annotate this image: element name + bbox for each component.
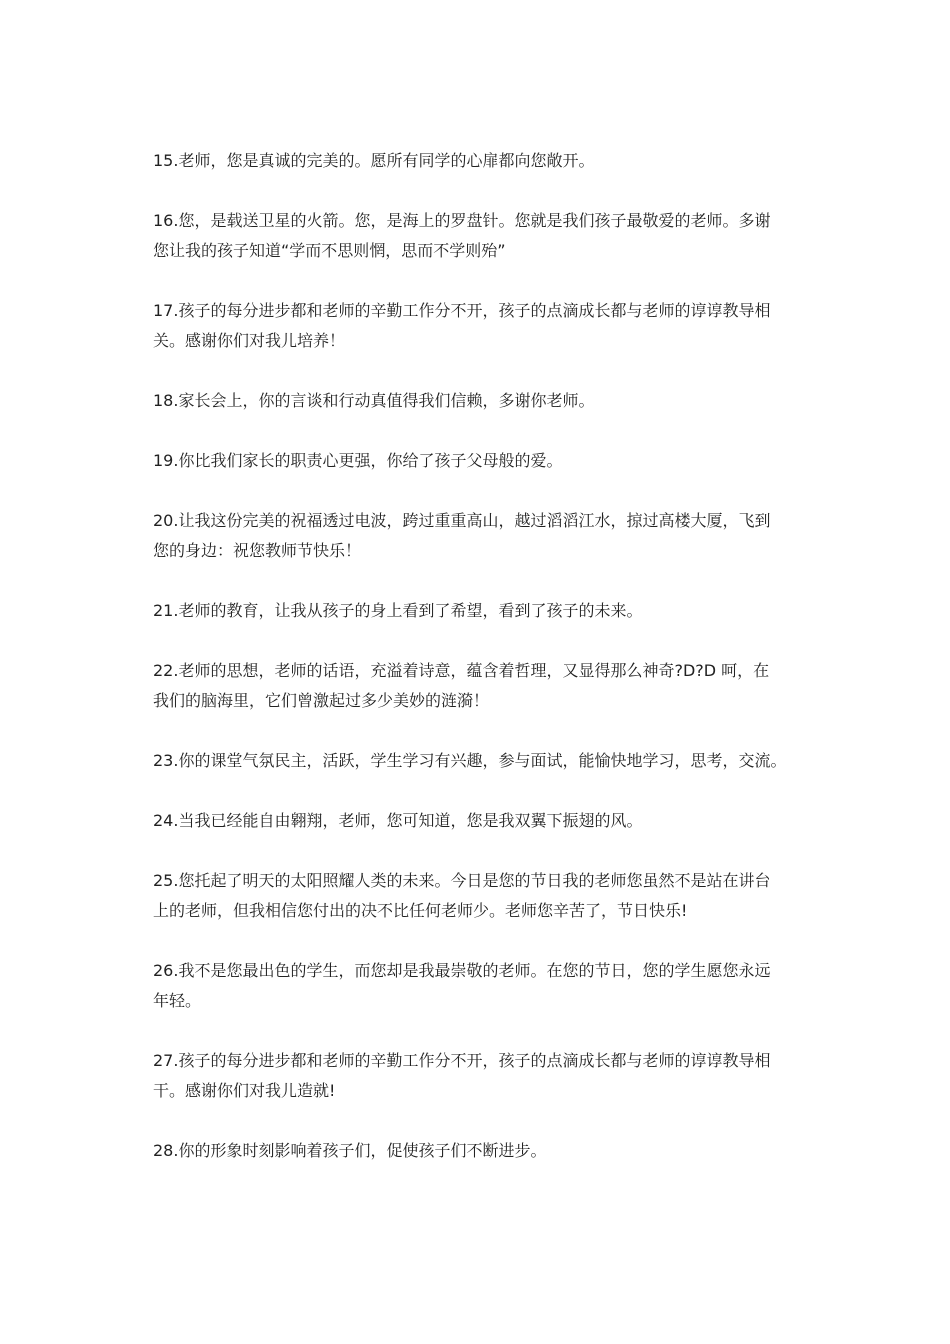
paragraph-20	[153, 506, 813, 566]
paragraph-line: 关。感谢你们对我儿培养！	[153, 331, 346, 350]
paragraph-line: 您让我的孩子知道“学而不思则惘，思而不学则殆”	[153, 241, 506, 260]
paragraph-21	[153, 596, 813, 626]
paragraph-17	[153, 296, 813, 356]
paragraph-23	[153, 746, 813, 776]
paragraph-16	[153, 206, 813, 266]
paragraph-line: 26.我不是您最出色的学生，而您却是我最崇敬的老师。在您的节日，您的学生愿您永远	[153, 961, 771, 980]
paragraph-28	[153, 1136, 813, 1166]
paragraph-22	[153, 656, 813, 716]
paragraph-line: 28.你的形象时刻影响着孩子们，促使孩子们不断进步。	[153, 1141, 547, 1160]
paragraph-line: 20.让我这份完美的祝福透过电波，跨过重重高山，越过滔滔江水，掠过高楼大厦，飞到	[153, 511, 771, 530]
paragraph-19	[153, 446, 813, 476]
paragraph-26	[153, 956, 813, 1016]
paragraph-line: 我们的脑海里，它们曾激起过多少美妙的涟漪！	[153, 691, 490, 710]
paragraph-line: 17.孩子的每分进步都和老师的辛勤工作分不开，孩子的点滴成长都与老师的谆谆教导相	[153, 301, 771, 320]
paragraph-line: 您的身边：祝您教师节快乐！	[153, 541, 362, 560]
paragraph-line: 上的老师，但我相信您付出的决不比任何老师少。老师您辛苦了，节日快乐!	[153, 901, 688, 920]
paragraph-line: 16.您，是载送卫星的火箭。您，是海上的罗盘针。您就是我们孩子最敬爱的老师。多谢	[153, 211, 771, 230]
paragraph-24	[153, 806, 813, 836]
paragraph-line: 干。感谢你们对我儿造就!	[153, 1081, 336, 1100]
paragraph-25	[153, 866, 813, 926]
paragraph-line: 18.家长会上，你的言谈和行动真值得我们信赖，多谢你老师。	[153, 391, 595, 410]
paragraph-line: 22.老师的思想，老师的话语，充溢着诗意，蕴含着哲理，又显得那么神奇?D?D 呵，在	[153, 661, 770, 680]
paragraph-27	[153, 1046, 813, 1106]
paragraph-15	[153, 146, 813, 176]
paragraph-line: 27.孩子的每分进步都和老师的辛勤工作分不开，孩子的点滴成长都与老师的谆谆教导相	[153, 1051, 771, 1070]
paragraph-line: 年轻。	[153, 991, 202, 1010]
paragraph-line: 15.老师，您是真诚的完美的。愿所有同学的心扉都向您敞开。	[153, 151, 595, 170]
paragraph-18	[153, 386, 813, 416]
paragraph-line: 23.你的课堂气氛民主，活跃，学生学习有兴趣，参与面试，能愉快地学习，思考，交流。	[153, 751, 787, 770]
document-body	[153, 146, 813, 1196]
paragraph-line: 21.老师的教育，让我从孩子的身上看到了希望，看到了孩子的未来。	[153, 601, 643, 620]
paragraph-line: 24.当我已经能自由翱翔，老师，您可知道，您是我双翼下振翅的风。	[153, 811, 643, 830]
paragraph-line: 19.你比我们家长的职责心更强，你给了孩子父母般的爱。	[153, 451, 563, 470]
paragraph-line: 25.您托起了明天的太阳照耀人类的未来。今日是您的节日我的老师您虽然不是站在讲台	[153, 871, 771, 890]
